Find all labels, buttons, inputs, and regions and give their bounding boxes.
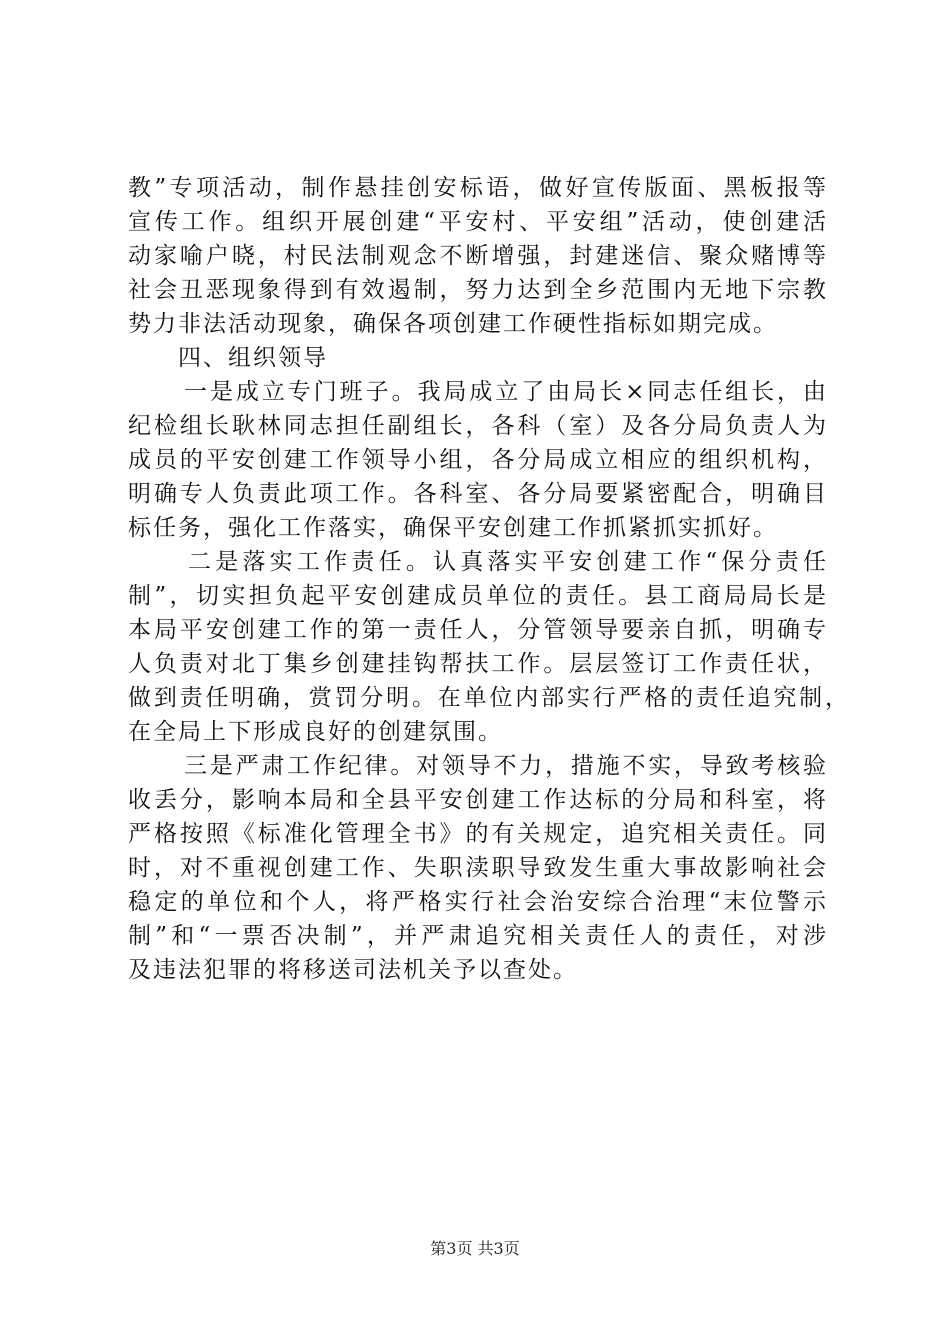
paragraph-line: 制”，切实担负起平安创建成员单位的责任。县工商局局长是 [128, 583, 828, 609]
paragraph-line: 时，对不重视创建工作、失职渎职导致发生重大事故影响社会 [128, 855, 828, 881]
paragraph-line: 明确专人负责此项工作。各科室、各分局要紧密配合，明确目 [128, 481, 828, 507]
section-heading: 四、组织领导 [178, 345, 328, 371]
paragraph-line: 稳定的单位和个人，将严格实行社会治安综合治理“末位警示 [128, 889, 828, 915]
paragraph-line: 纪检组长耿林同志担任副组长，各科（室）及各分局负责人为 [128, 413, 828, 439]
paragraph-line: 势力非法活动现象，确保各项创建工作硬性指标如期完成。 [128, 311, 778, 337]
paragraph-line: 收丢分，影响本局和全县平安创建工作达标的分局和科室，将 [128, 787, 828, 813]
paragraph-line: 三是严肃工作纪律。对领导不力，措施不实，导致考核验 [184, 753, 828, 779]
paragraph-line: 一是成立专门班子。我局成立了由局长×同志任组长，由 [184, 379, 828, 405]
paragraph-line: 及违法犯罪的将移送司法机关予以查处。 [128, 957, 578, 983]
paragraph-line: 在全局上下形成良好的创建氛围。 [128, 719, 503, 745]
paragraph-line: 严格按照《标准化管理全书》的有关规定，追究相关责任。同 [128, 821, 828, 847]
paragraph-line: 宣传工作。组织开展创建“平安村、平安组”活动，使创建活 [128, 209, 828, 235]
paragraph-line: 制”和“一票否决制”，并严肃追究相关责任人的责任，对涉 [128, 923, 828, 949]
paragraph-line: 做到责任明确，赏罚分明。在单位内部实行严格的责任追究制， [128, 685, 850, 711]
paragraph-line: 成员的平安创建工作领导小组，各分局成立相应的组织机构， [128, 447, 828, 473]
paragraph-line: 教”专项活动，制作悬挂创安标语，做好宣传版面、黑板报等 [128, 175, 828, 201]
document-body [128, 171, 850, 987]
paragraph-line: 社会丑恶现象得到有效遏制，努力达到全乡范围内无地下宗教 [128, 277, 828, 303]
paragraph-line: 本局平安创建工作的第一责任人，分管领导要亲自抓，明确专 [128, 617, 828, 643]
page-number-footer: 第3页 共3页 [430, 1239, 520, 1258]
paragraph-line: 动家喻户晓，村民法制观念不断增强，封建迷信、聚众赌博等 [128, 243, 828, 269]
paragraph-line: 二是落实工作责任。认真落实平安创建工作“保分责任 [188, 549, 828, 575]
paragraph-line: 人负责对北丁集乡创建挂钩帮扶工作。层层签订工作责任状， [128, 651, 828, 677]
paragraph-line: 标任务，强化工作落实，确保平安创建工作抓紧抓实抓好。 [128, 515, 778, 541]
